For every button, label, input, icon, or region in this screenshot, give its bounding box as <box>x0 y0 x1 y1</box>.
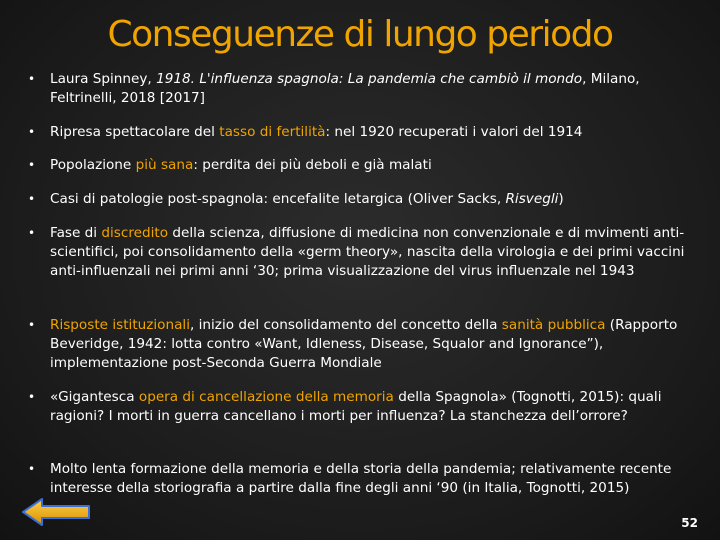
bullet-dot: • <box>28 390 36 404</box>
bullet-item <box>28 460 710 498</box>
bullet-item <box>28 123 583 142</box>
bullet-dot: • <box>28 192 36 206</box>
back-arrow-icon[interactable] <box>20 496 92 528</box>
bullet-dot: • <box>28 462 36 476</box>
page-number: 52 <box>681 516 698 530</box>
bullet-item <box>28 224 710 282</box>
bullet-dot: • <box>28 72 36 86</box>
bullet-dot: • <box>28 158 36 172</box>
bullet-text: Molto lenta formazione della memoria e della storia della pandemia; relativamente recente interesse della storiografia a partire dalla fine degli anni ‘90 (in Italia, Tognotti, 2015) <box>50 461 672 497</box>
bullet-text: Casi di patologie post-spagnola: encefalite letargica (Oliver Sacks, Risvegli) <box>50 191 564 207</box>
bullet-dot: • <box>28 318 36 332</box>
bullet-text: «Gigantesca opera di cancellazione della memoria della Spagnola» (Tognotti, 2015): quali ragioni? I morti in guerra cancellano i morti per influenza? La stanchezza dell’orrore? <box>50 389 662 425</box>
bullet-text: Ripresa spettacolare del tasso di fertilità: nel 1920 recuperati i valori del 1914 <box>50 124 583 140</box>
bullet-item <box>28 156 432 175</box>
slide-title: Conseguenze di lungo periodo <box>107 14 613 55</box>
bullet-text: Laura Spinney, 1918. L'influenza spagnola: La pandemia che cambiò il mondo, Milano, Feltrinelli, 2018 [2017] <box>50 71 640 107</box>
bullet-dot: • <box>28 125 36 139</box>
bullet-text: Fase di discredito della scienza, diffusione di medicina non convenzionale e di mvimenti anti-scientifici, poi consolidamento della «germ theory», nascita della virologia e dei primi vaccini anti-influenzali nei primi anni ‘30; prima visualizzazione del virus influenzale nel 1943 <box>50 225 685 280</box>
bullet-text: Risposte istituzionali, inizio del consolidamento del concetto della sanità pubblica (Rapporto Beveridge, 1942: lotta contro «Want, Idleness, Disease, Squalor and Ignorance”), implementazione post-Seconda Guerra Mondiale <box>50 317 678 372</box>
bullet-item <box>28 388 710 426</box>
bullet-dot: • <box>28 226 36 240</box>
bullet-item <box>28 190 564 209</box>
bullet-item <box>28 70 710 108</box>
bullet-text: Popolazione più sana: perdita dei più deboli e già malati <box>50 157 432 173</box>
bullet-item <box>28 316 710 374</box>
